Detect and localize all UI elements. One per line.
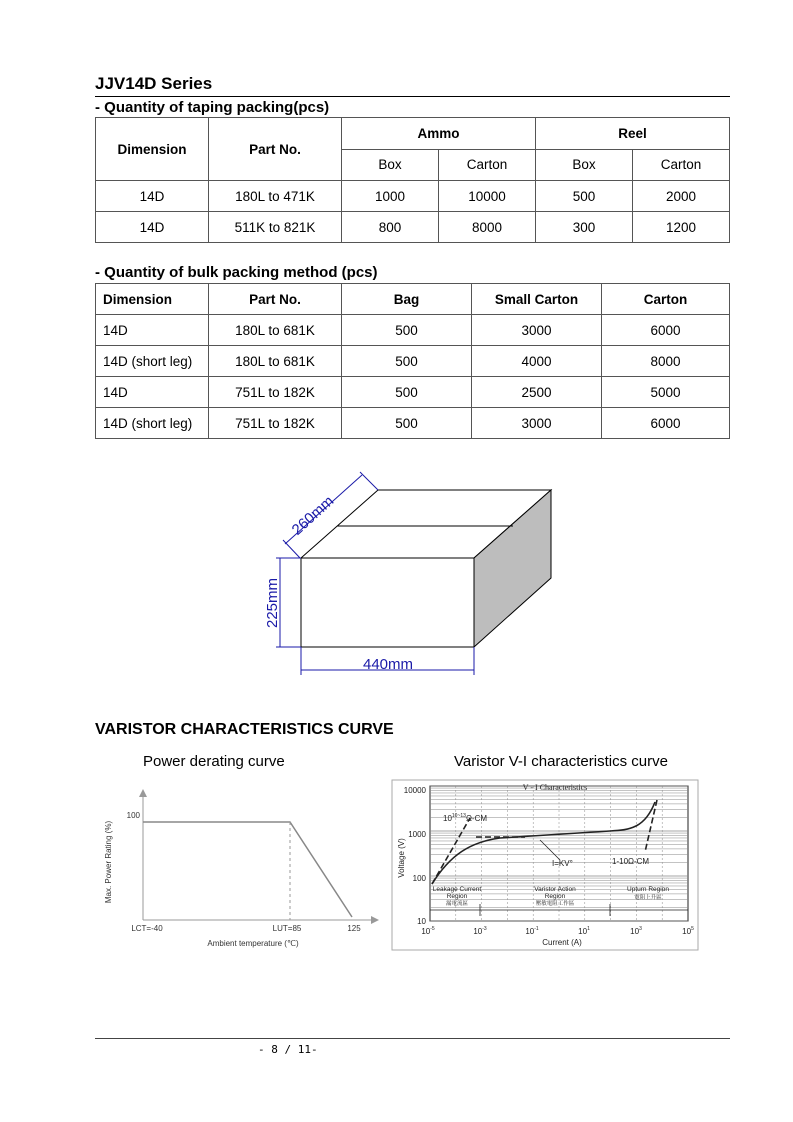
x-tick-lct: LCT=-40 <box>131 924 163 933</box>
taping-section-title: - Quantity of taping packing(pcs) <box>95 99 330 116</box>
carton-box-diagram <box>255 460 565 685</box>
header-ammo-box: Box <box>342 149 439 181</box>
table-row <box>96 377 730 408</box>
table-row <box>96 315 730 346</box>
depth-label: 260mm <box>288 492 338 539</box>
region-leakage-sub: Region <box>446 893 468 900</box>
region-action-sub: Region <box>544 893 566 900</box>
y-tick-100: 100 <box>126 811 140 820</box>
cell-bag: 500 <box>342 377 472 408</box>
cell-small-carton: 3000 <box>472 315 602 346</box>
header-dimension: Dimension <box>96 284 209 315</box>
table-row <box>96 346 730 377</box>
cell-small-carton: 2500 <box>472 377 602 408</box>
x-tick: $10^3$ <box>630 926 642 936</box>
header-ammo-carton: Carton <box>439 149 536 181</box>
header-small-carton: Small Carton <box>472 284 602 315</box>
width-label: 440mm <box>362 656 414 673</box>
cell-part-no: 751L to 182K <box>209 408 342 439</box>
header-reel-carton: Carton <box>633 149 730 181</box>
x-tick: $10^5$ <box>682 926 694 936</box>
bulk-section-title: - Quantity of bulk packing method (pcs) <box>95 264 378 281</box>
table-row <box>96 408 730 439</box>
cell-carton: 6000 <box>602 315 730 346</box>
cell-dimension: 14D (short leg) <box>96 346 209 377</box>
cell-dimension: 14D <box>96 377 209 408</box>
cell-bag: 500 <box>342 408 472 439</box>
header-part-no: Part No. <box>209 284 342 315</box>
power-curve-caption: Power derating curve <box>143 753 285 770</box>
x-tick: $10^{-5}$ <box>421 926 435 936</box>
header-part-no: Part No. <box>209 118 342 181</box>
cell-ammo-carton: 10000 <box>439 181 536 212</box>
x-axis-label: Ambient temperature (℃) <box>207 939 299 948</box>
cell-dimension: 14D <box>96 181 209 212</box>
cell-part-no: 180L to 471K <box>209 181 342 212</box>
vi-annotation-low-resistance: 1-10Ω-CM <box>612 857 650 866</box>
cell-bag: 500 <box>342 346 472 377</box>
x-tick: $10^{-1}$ <box>525 926 539 936</box>
cell-part-no: 180L to 681K <box>209 315 342 346</box>
region-action-name: Varistor Action <box>534 886 576 893</box>
cell-small-carton: 3000 <box>472 408 602 439</box>
page-number: - 8 / 11- <box>258 1043 318 1056</box>
cell-reel-box: 500 <box>536 181 633 212</box>
vi-characteristics-chart <box>390 778 700 952</box>
x-tick: $10^{-3}$ <box>473 926 487 936</box>
y-tick-10: 10 <box>417 917 426 926</box>
cell-ammo-box: 800 <box>342 212 439 243</box>
vi-y-axis-label: Voltage (V) <box>397 838 406 878</box>
box-front-face <box>301 558 474 647</box>
depth-extension-line <box>283 540 300 558</box>
y-tick-1000: 1000 <box>408 830 426 839</box>
header-reel-box: Box <box>536 149 633 181</box>
cell-part-no: 511K to 821K <box>209 212 342 243</box>
bulk-table <box>95 283 730 439</box>
cell-reel-carton: 1200 <box>633 212 730 243</box>
footer-divider <box>95 1038 730 1039</box>
y-tick-100: 100 <box>412 874 426 883</box>
y-tick-10000: 10000 <box>403 786 426 795</box>
title-divider <box>95 96 730 97</box>
cell-reel-box: 300 <box>536 212 633 243</box>
cell-dimension: 14D <box>96 212 209 243</box>
cell-carton: 6000 <box>602 408 730 439</box>
table-row <box>96 181 730 212</box>
vi-annotation-high-resistance: $10^{10\sim 13}\Omega-CM$ <box>443 813 488 823</box>
cell-carton: 8000 <box>602 346 730 377</box>
power-derating-chart <box>95 780 395 960</box>
cell-carton: 5000 <box>602 377 730 408</box>
region-upturn-name: Upturn Region <box>627 886 669 893</box>
vi-curve-caption: Varistor V-I characteristics curve <box>454 753 668 770</box>
header-bag: Bag <box>342 284 472 315</box>
x-tick-125: 125 <box>347 924 361 933</box>
cell-part-no: 751L to 182K <box>209 377 342 408</box>
cell-bag: 500 <box>342 315 472 346</box>
header-ammo: Ammo <box>342 118 536 150</box>
header-reel: Reel <box>536 118 730 150</box>
region-action-cn: 壓敏電阻工作區 <box>535 901 575 907</box>
region-leakage-cn: 漏電流區 <box>445 901 469 907</box>
cell-ammo-carton: 8000 <box>439 212 536 243</box>
vi-annotation-ikv: I=KV° <box>552 859 573 868</box>
varistor-section-title: VARISTOR CHARACTERISTICS CURVE <box>95 721 394 738</box>
cell-dimension: 14D (short leg) <box>96 408 209 439</box>
region-leakage-name: Leakage Current <box>432 886 482 893</box>
cell-reel-carton: 2000 <box>633 181 730 212</box>
y-axis-label: Max. Power Rating (%) <box>104 820 113 904</box>
header-dimension: Dimension <box>96 118 209 181</box>
vi-x-axis-label: Current (A) <box>542 938 582 947</box>
x-tick-lut: LUT=85 <box>272 924 302 933</box>
cell-ammo-box: 1000 <box>342 181 439 212</box>
series-title: JJV14D Series <box>95 74 213 93</box>
depth-extension-line <box>360 472 378 490</box>
derating-line <box>143 822 352 917</box>
vi-plot-title: V - I Characteristics <box>522 783 588 792</box>
region-upturn-cn: 電阻上升區 <box>634 895 662 901</box>
x-tick: $10^1$ <box>578 926 590 936</box>
cell-dimension: 14D <box>96 315 209 346</box>
cell-small-carton: 4000 <box>472 346 602 377</box>
table-row <box>96 212 730 243</box>
taping-table <box>95 117 730 243</box>
cell-part-no: 180L to 681K <box>209 346 342 377</box>
header-carton: Carton <box>602 284 730 315</box>
height-label: 225mm <box>264 577 281 629</box>
